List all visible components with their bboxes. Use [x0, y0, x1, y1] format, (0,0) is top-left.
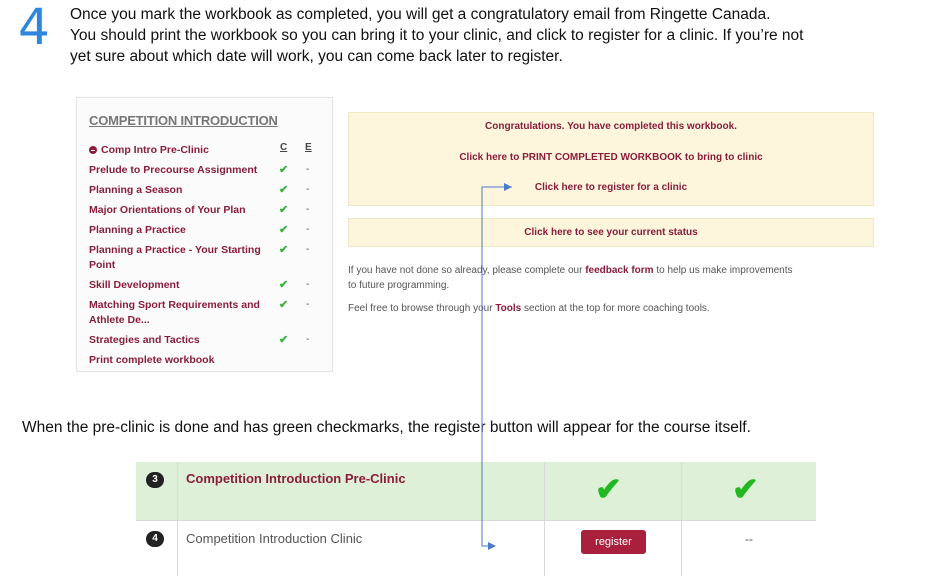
check-icon: ✔: [279, 224, 289, 236]
nav-item-planning-practice[interactable]: Planning a Practice: [89, 224, 186, 236]
evaluated-column-header: E: [305, 142, 312, 153]
feedback-text: to future programming.: [348, 280, 450, 291]
nav-title[interactable]: COMPETITION INTRODUCTION: [89, 113, 278, 128]
nav-item-matching-sport-requirements[interactable]: Matching Sport Requirements and Athlete De...: [89, 299, 260, 326]
step-number: 4: [18, 0, 50, 56]
register-button[interactable]: register: [581, 530, 646, 554]
nav-item-skill-development[interactable]: Skill Development: [89, 279, 180, 291]
check-icon: ✔: [732, 471, 759, 507]
connector-line: [482, 187, 512, 546]
check-icon: ✔: [279, 244, 289, 256]
print-workbook-link-text[interactable]: Click here to PRINT COMPLETED WORKBOOK to bring to clinic: [459, 152, 763, 163]
evaluation-dash: -: [306, 204, 310, 215]
evaluation-dash: -: [306, 299, 310, 310]
row-number-badge: 3: [146, 472, 164, 488]
nav-item-print-workbook[interactable]: Print complete workbook: [89, 354, 215, 366]
course-title: Competition Introduction Clinic: [186, 531, 363, 546]
not-evaluated-text: --: [745, 532, 753, 546]
check-icon: ✔: [279, 184, 289, 196]
evaluation-dash: -: [306, 184, 310, 195]
feedback-text: If you have not done so already, please complete our: [348, 265, 586, 276]
evaluation-dash: -: [306, 164, 310, 175]
register-clinic-link-text[interactable]: Click here to register for a clinic: [534, 182, 688, 193]
congratulations-message: Congratulations. You have completed this workbook.: [485, 121, 737, 132]
instruction-line: yet sure about which date will work, you can come back later to register.: [70, 48, 563, 65]
course-title-link[interactable]: Competition Introduction Pre-Clinic: [186, 471, 406, 486]
arrowhead-icon: [504, 183, 512, 191]
check-icon: ✔: [279, 299, 289, 311]
nav-item-label: Comp Intro Pre-Clinic: [101, 144, 209, 156]
current-status-link-text[interactable]: Click here to see your current status: [524, 227, 698, 238]
tools-link[interactable]: Tools: [495, 303, 522, 314]
check-icon: ✔: [279, 279, 289, 291]
nav-item-prelude[interactable]: Prelude to Precourse Assignment: [89, 164, 258, 176]
instruction-line: You should print the workbook so you can bring it to your clinic, and click to register for a clinic. If you’re not: [70, 27, 804, 44]
evaluation-dash: -: [306, 244, 310, 255]
nav-item-strategies-tactics[interactable]: Strategies and Tactics: [89, 334, 200, 346]
caption: When the pre-clinic is done and has green checkmarks, the register button will appear for the course itself.: [22, 419, 751, 436]
check-icon: ✔: [279, 204, 289, 216]
check-icon: ✔: [279, 164, 289, 176]
tools-text: section at the top for more coaching tools.: [521, 303, 710, 314]
feedback-text: to help us make improvements: [653, 265, 793, 276]
completed-column-header: C: [280, 142, 288, 153]
check-icon: ✔: [595, 471, 622, 507]
evaluation-dash: -: [306, 224, 310, 235]
evaluation-dash: -: [306, 334, 310, 345]
feedback-form-link[interactable]: feedback form: [585, 265, 654, 276]
evaluation-dash: -: [306, 279, 310, 290]
arrowhead-icon: [488, 542, 496, 550]
check-icon: ✔: [279, 334, 289, 346]
row-number-badge: 4: [146, 531, 164, 547]
nav-item-planning-season[interactable]: Planning a Season: [89, 184, 183, 196]
tools-text: Feel free to browse through your: [348, 303, 496, 314]
nav-item-practice-starting-point[interactable]: Planning a Practice - Your Starting Point: [89, 244, 261, 271]
instruction-line: Once you mark the workbook as completed, you will get a congratulatory email from Ringette Canada.: [70, 6, 771, 23]
nav-item-major-orientations[interactable]: Major Orientations of Your Plan: [89, 204, 246, 216]
